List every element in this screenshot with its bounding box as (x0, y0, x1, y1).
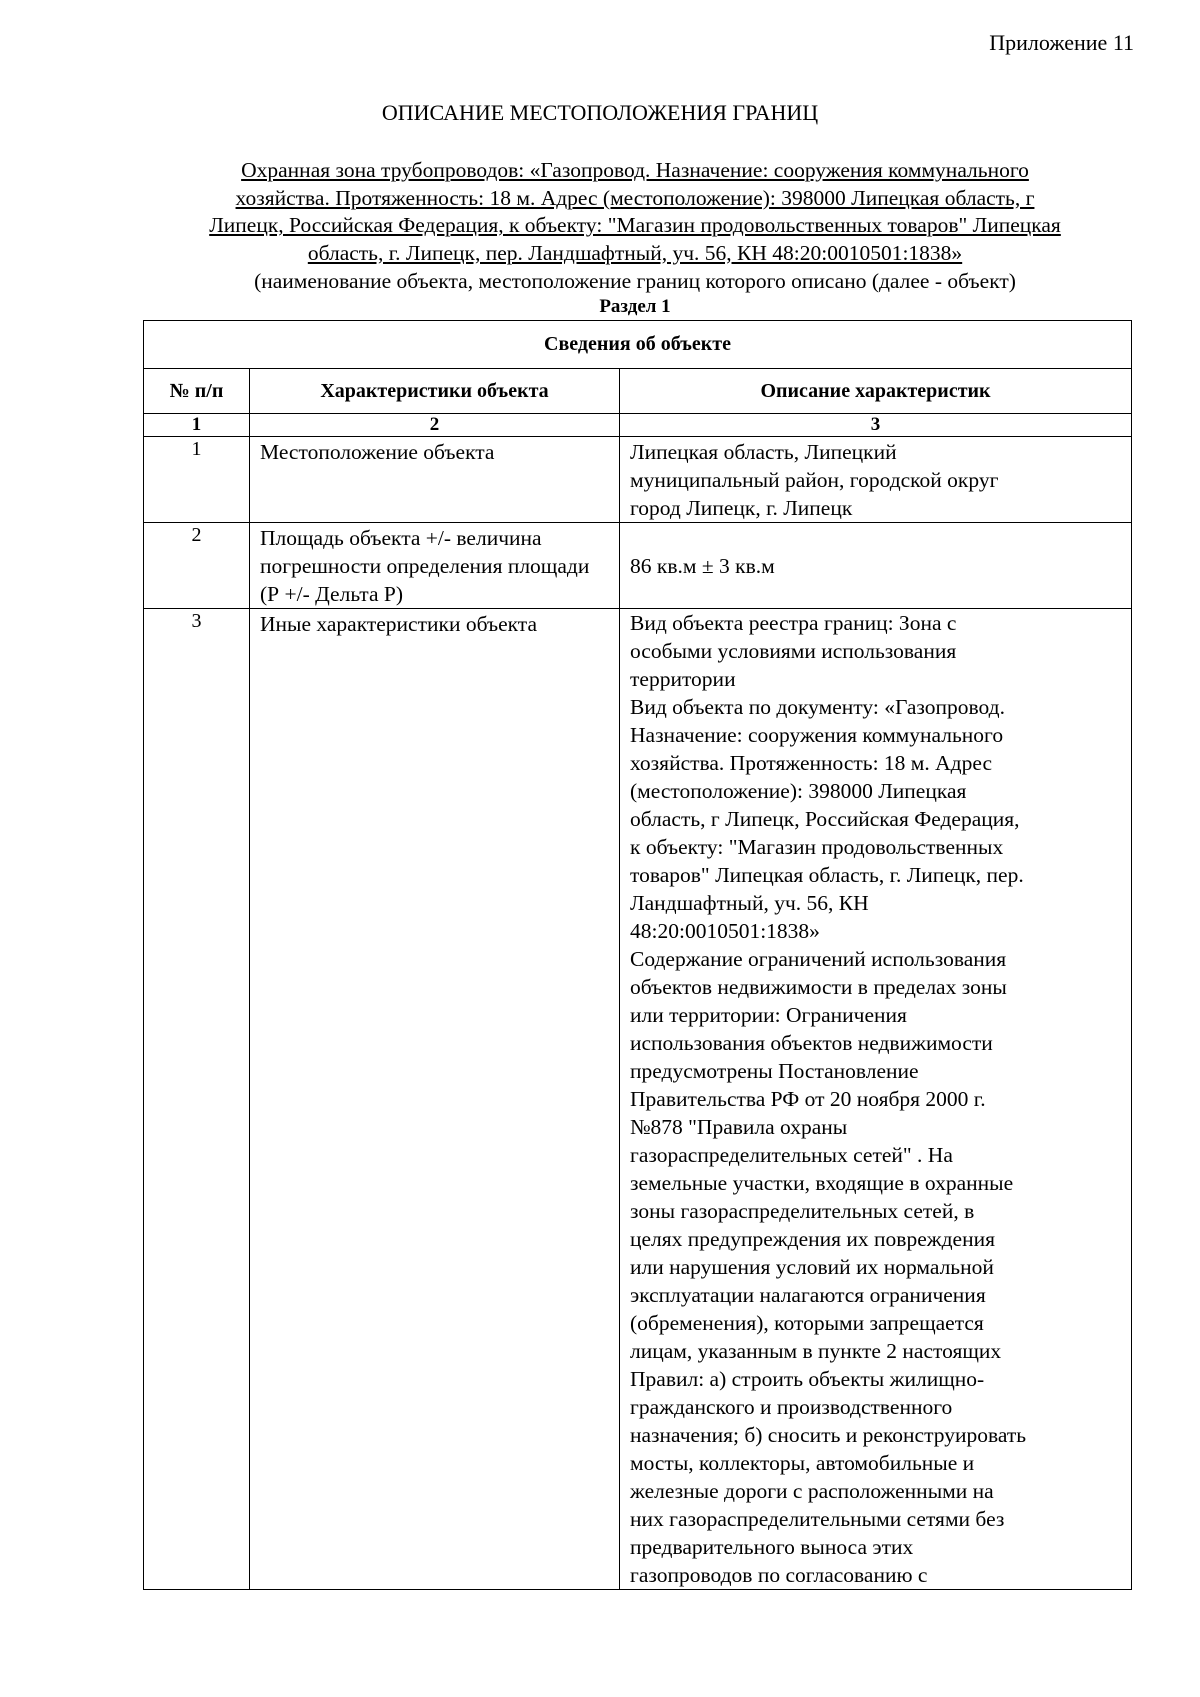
table-header-row (144, 369, 1132, 414)
column-number: 2 (250, 414, 620, 437)
column-header-number: № п/п (144, 369, 250, 414)
text-line: земельные участки, входящие в охранные (630, 1171, 1014, 1195)
column-header-description: Описание характеристик (620, 369, 1132, 414)
text-line: территории (630, 667, 736, 691)
text-line: назначения; б) сносить и реконструировать (630, 1423, 1027, 1447)
object-caption: (наименование объекта, местоположение границ которого описано (далее - объект) (254, 269, 1016, 293)
text-line: газораспределительных сетей" . На (630, 1143, 953, 1167)
row-characteristic (250, 437, 620, 523)
object-name (140, 157, 1130, 267)
table-caption-row (144, 321, 1132, 369)
row-description (620, 437, 1132, 523)
text-line: Вид объекта по документу: «Газопровод. (630, 695, 1005, 719)
text-line: целях предупреждения их повреждения (630, 1227, 995, 1251)
text-line: погрешности определения площади (260, 554, 590, 578)
text-line: Липецкая область, Липецкий (630, 440, 897, 464)
text-line: (местоположение): 398000 Липецкая (630, 779, 967, 803)
text-line: использования объектов недвижимости (630, 1031, 993, 1055)
text-line: 48:20:0010501:1838» (630, 919, 820, 943)
row-description (620, 609, 1132, 1590)
object-info-table (143, 320, 1132, 1590)
document-title: ОПИСАНИЕ МЕСТОПОЛОЖЕНИЯ ГРАНИЦ (381, 100, 819, 125)
column-number-row (144, 414, 1132, 437)
text-line: 86 кв.м ± 3 кв.м (630, 554, 775, 578)
text-line: предварительного выноса этих (630, 1535, 914, 1559)
row-index: 3 (144, 609, 250, 1590)
text-line: муниципальный район, городской округ (630, 468, 999, 492)
text-line: железные дороги с расположенными на (630, 1479, 994, 1503)
text-line: Содержание ограничений использования (630, 947, 1007, 971)
row-index: 2 (144, 523, 250, 609)
text-line: Правительства РФ от 20 ноября 2000 г. (630, 1087, 986, 1111)
text-line: к объекту: "Магазин продовольственных (630, 835, 1004, 859)
row-description (620, 523, 1132, 609)
text-line: Назначение: сооружения коммунального (630, 723, 1004, 747)
text-line: Правил: а) строить объекты жилищно- (630, 1367, 985, 1391)
text-line: Вид объекта реестра границ: Зона с (630, 611, 957, 635)
text-line: них газораспределительными сетями без (630, 1507, 1005, 1531)
table-row (144, 437, 1132, 523)
row-index: 1 (144, 437, 250, 523)
text-line: мосты, коллекторы, автомобильные и (630, 1451, 975, 1475)
text-line: Ландшафтный, уч. 56, КН (630, 891, 869, 915)
column-header-characteristic: Характеристики объекта (250, 369, 620, 414)
appendix-label: Приложение 11 (989, 30, 1134, 55)
text-line: объектов недвижимости в пределах зоны (630, 975, 1007, 999)
text-line: лицам, указанным в пункте 2 настоящих (630, 1339, 1002, 1363)
text-line: особыми условиями использования (630, 639, 957, 663)
object-name-line: Охранная зона трубопроводов: «Газопровод. Назначение: сооружения коммунального (241, 158, 1029, 182)
text-line: Иные характеристики объекта (260, 612, 538, 636)
object-name-line: область, г. Липецк, пер. Ландшафтный, уч. 56, КН 48:20:0010501:1838» (307, 240, 963, 265)
text-line: или нарушения условий их нормальной (630, 1255, 994, 1279)
row-characteristic (250, 523, 620, 609)
table-row (144, 609, 1132, 1590)
text-line: гражданского и производственного (630, 1395, 953, 1419)
column-number: 1 (144, 414, 250, 437)
text-line: Площадь объекта +/- величина (260, 526, 542, 550)
table-caption: Сведения об объекте (144, 321, 1132, 369)
object-name-line: хозяйства. Протяженность: 18 м. Адрес (местоположение): 398000 Липецкая область, г (235, 185, 1035, 210)
table-row (144, 523, 1132, 609)
text-line: хозяйства. Протяженность: 18 м. Адрес (630, 751, 992, 775)
text-line: эксплуатации налагаются ограничения (630, 1283, 986, 1307)
text-line: зоны газораспределительных сетей, в (630, 1199, 975, 1223)
text-line: или территории: Ограничения (630, 1003, 907, 1027)
text-line: №878 "Правила охраны (630, 1115, 848, 1139)
row-characteristic (250, 609, 620, 1590)
text-line: Местоположение объекта (260, 440, 495, 464)
object-name-line: Липецк, Российская Федерация, к объекту: "Магазин продовольственных товаров" Липецкая (209, 213, 1061, 237)
section-title: Раздел 1 (599, 296, 671, 317)
text-line: газопроводов по согласованию с (630, 1563, 928, 1587)
text-line: (обременения), которыми запрещается (630, 1311, 984, 1335)
text-line: (Р +/- Дельта Р) (260, 582, 404, 606)
text-line: предусмотрены Постановление (630, 1059, 919, 1083)
text-line: город Липецк, г. Липецк (630, 496, 853, 520)
text-line: товаров" Липецкая область, г. Липецк, пер. (630, 863, 1024, 887)
text-line: область, г Липецк, Российская Федерация, (630, 807, 1020, 831)
column-number: 3 (620, 414, 1132, 437)
